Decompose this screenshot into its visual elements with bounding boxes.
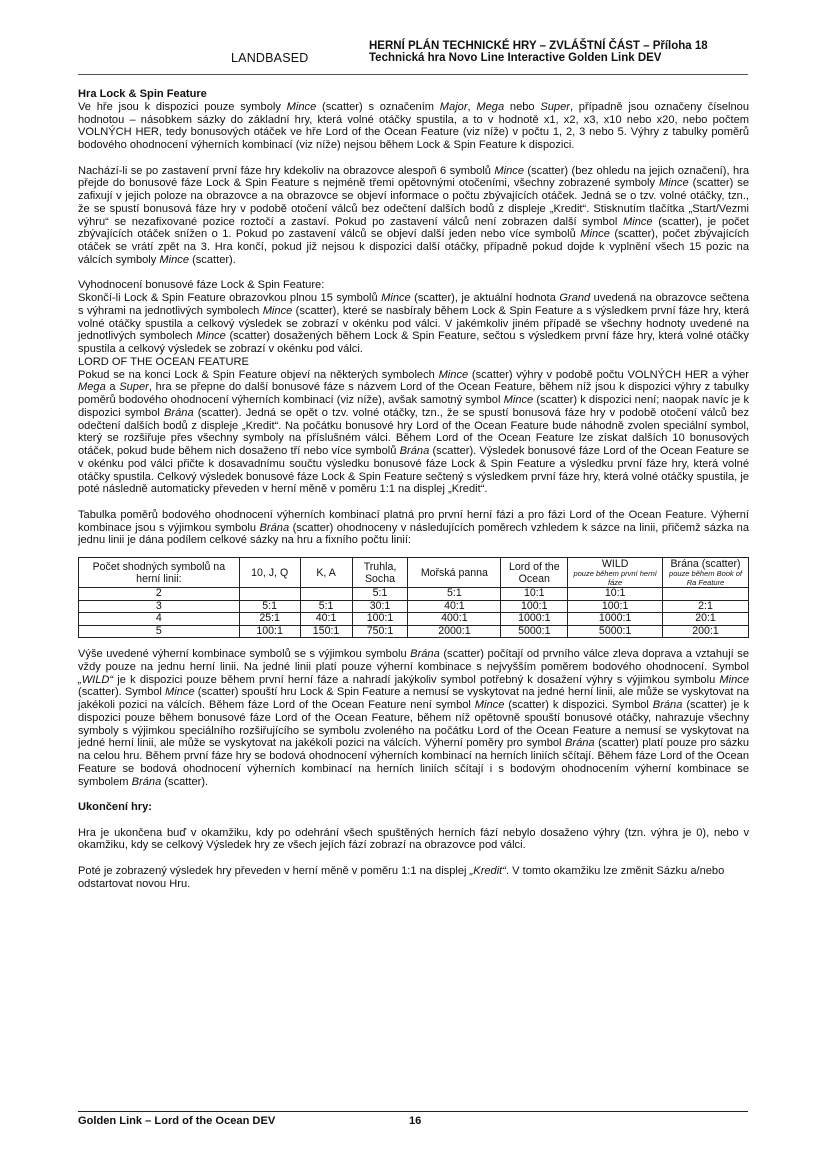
paytable-cell: 20:1 [663,613,749,626]
credit-transfer-paragraph: Poté je zobrazený výsledek hry převeden v herní měně v poměru 1:1 na displej „Kredit“. V tomto okamžiku lze změnit Sázku a/nebo odstartovat novou Hru. [78,864,725,890]
paytable-cell: 5 [79,625,240,638]
evaluation-paragraph: Skončí-li Lock & Spin Feature obrazovkou plnou 15 symbolů Mince (scatter), je aktuální hodnota Grand uvedená na obrazovce sečtena s výhrami na jednotlivých symbolech Mince (scatter), které se nasbíraly během Lock & Spin Feature a s výsledkem první fáze hry, která volné otáčky spustila a celkový výsledek se zobrazí v okénku pod válci. V jakémkoliv jiném případě se všechny hodnoty uvedené na jednotlivých symbolech Mince (scatter) dosažených během Lock & Spin Feature, sečtou s výsledkem první fáze hry, která volné otáčky spustila a celkový výsledek se zobrazí v okénku pod válci. [78,292,750,355]
paytable-column-header: Brána (scatter) pouze během Book of Ra Feature [663,558,749,588]
paytable-column-header: WILD pouze během první herní fáze [568,558,663,588]
paytable-cell: 5000:1 [568,625,663,638]
footer-divider [78,1111,748,1112]
symbols-rules-paragraph: Výše uvedené výherní kombinace symbolů se s výjimkou symbolu Brána (scatter) počítají od prvního válce zleva doprava a vztahují se vždy pouze na jednu herní linii. Na jedné linii platí pouze výherní kombinace s nejvyšším poměrem bodového ohodnocení. Symbol „WILD“ je k dispozici pouze během první herní fáze a nahradí jakýkoliv symbol potřebný k dosažení výhry s výjimkou symbolu Mince (scatter). Symbol Mince (scatter) spouští hru Lock & Spin Feature a nemusí se vyskytovat na jedné herní linii, ale může se vyskytovat na jakékoli pozici na válcích. Během fáze Lord of the Ocean Feature není symbol Mince (scatter) k dispozici. Symbol Brána (scatter) je k dispozici pouze během bonusové fáze Lord of the Ocean Feature, během níž opětovně spouští bonusové otáčky, nahrazuje všechny symboly s výjimkou speciálního rozšiřujícího se symbolu zvoleného na počátku Lord of the Ocean Feature a nemusí se vyskytovat na jedné herní linii, ale může se vyskytovat na jakékoli pozici na válcích. Výherní poměry pro symbol Brána (scatter) platí pouze pro sázku na celou hru. Během první fáze hry se bodová ohodnocení výherních kombinací na herních liniích sčítají. Během fáze Lord of the Ocean Feature se bodová ohodnocení výherních kombinací na herních liniích sčítají i s bodovým ohodnocením výherní kombinace se symbolem Brána (scatter). [78,648,749,788]
page-number: 16 [409,1115,422,1127]
paytable-row [79,588,749,601]
paytable-column-header: Truhla, Socha [352,558,408,588]
document-body [78,88,749,890]
paytable-cell [663,588,749,601]
paytable-cell: 750:1 [352,625,408,638]
paytable-header-row [79,558,749,588]
paytable-column-header: Lord of the Ocean [501,558,568,588]
game-end-paragraph: Hra je ukončena buď v okamžiku, kdy po odehrání všech spuštěných herních fází nebylo dosaženo výhry (tzn. výhra je 0), nebo v okamžiku, kdy se celkový Výsledek hry ze všech jejích fází zobrazí na obrazovce pod válci. [78,826,749,852]
header-title-line1: HERNÍ PLÁN TECHNICKÉ HRY – ZVLÁŠTNÍ ČÁST – Příloha 18 [369,40,708,52]
paytable-cell: 25:1 [239,613,300,626]
paytable-cell: 2 [79,588,240,601]
paytable-body [79,588,749,638]
paytable [78,557,749,638]
lord-of-ocean-heading: LORD OF THE OCEAN FEATURE [78,355,249,368]
paytable-cell: 1000:1 [501,613,568,626]
paytable-cell: 30:1 [352,600,408,613]
paytable-cell: 200:1 [663,625,749,638]
paytable-column-header: Počet shodných symbolů na herní linii: [79,558,240,588]
header-title [369,40,708,64]
paytable-cell: 4 [79,613,240,626]
paytable-cell: 2:1 [663,600,749,613]
header-landbased: LANDBASED [231,51,309,65]
header-title-line2: Technická hra Novo Line Interactive Golden Link DEV [369,52,662,64]
paytable-cell: 150:1 [300,625,352,638]
paytable-column-header: K, A [300,558,352,588]
paytable-column-header: Mořská panna [408,558,501,588]
paytable-row [79,625,749,638]
lord-of-ocean-paragraph: Pokud se na konci Lock & Spin Feature objeví na některých symbolech Mince (scatter) výhry v podobě počtu VOLNÝCH HER a výher Mega a Super, hra se přepne do další bonusové fáze s názvem Lord of the Ocean Feature, během níž jsou k dispozici výhry z tabulky poměrů bodového ohodnocení výherních kombinací (viz níže), avšak samotný symbol Mince (scatter) k dispozici není; naopak navíc je k dispozici symbol Brána (scatter). Jedná se opět o tzv. volné otáčky, tzn., že se spustí bonusová fáze hry v podobě otočení válců bez odečtení dalších bodů z displeje „Kredit“. Na počátku bonusové hry Lord of the Ocean Feature bude náhodně zvolen speciální symbol, který se rozšiřuje přes všechny symboly na příslušném válci. Během Lord of the Ocean Feature lze získat dalších 10 bonusových otáček, pokud bude během nich dosaženo tří nebo více symbolů Brána (scatter). Výsledek bonusové fáze Lord of the Ocean Feature se v okénku pod válci přičte k dosavadnímu součtu výsledku bonusové fáze Lock & Spin Feature a výsledku první fáze hry, která volné otáčky spustila. Celkový výsledek bonusové fáze Lock & Spin Feature sečtený s výsledkem první fáze hry, která volné otáčky spustila, je poté následně automaticky převeden v herní měně v poměru 1:1 na displej „Kredit“. [78,368,750,496]
paytable-cell: 3 [79,600,240,613]
paytable-cell [239,588,300,601]
paytable-cell: 5:1 [239,600,300,613]
paytable-cell: 5:1 [408,588,501,601]
paytable-cell: 10:1 [568,588,663,601]
paytable-cell: 100:1 [239,625,300,638]
paytable-cell: 10:1 [501,588,568,601]
paytable-cell: 1000:1 [568,613,663,626]
paytable-cell: 400:1 [408,613,501,626]
paytable-cell: 40:1 [408,600,501,613]
paytable-row [79,613,749,626]
page-footer [78,1115,422,1127]
paytable-cell: 5000:1 [501,625,568,638]
paytable-cell: 40:1 [300,613,352,626]
paytable-cell: 100:1 [501,600,568,613]
evaluation-heading: Vyhodnocení bonusové fáze Lock & Spin Feature: [78,279,325,292]
footer-title: Golden Link – Lord of the Ocean DEV [78,1115,276,1127]
lock-spin-trigger-paragraph: Nachází-li se po zastavení první fáze hry kdekoliv na obrazovce alespoň 6 symbolů Mince (scatter) (bez ohledu na jejich označení), hra přejde do bonusové fáze Lock & Spin Feature s nejméně třemi opětovnými otočeními, všechny zobrazené symboly Mince (scatter) se zafixují v jejich poloze na obrazovce a na obrazovce se objeví informace o počtu zbývajících otáček. Jedná se o tzv. volné otáčky, tzn., že se spustí bonusová fáze hry v podobě otočení válců bez odečtení dalších bodů z displeje „Kredit“. Stisknutím tlačítka „Start/Vezmi výhru“ se nezafixované pozice roztočí a zastaví. Pokud po zastavení válců není zobrazen další symbol Mince (scatter), je počet zbývajících otáček snížen o 1. Pokud po zastavení válců se objeví další jeden nebo více symbolů Mince (scatter), počet zbývajících otáček se vrátí zpět na 3. Hra končí, pokud již nejsou k dispozici další otáčky, případně pokud dojde k vyplnění všech 15 pozic na válcích symboly Mince (scatter). [78,164,749,266]
lock-spin-heading: Hra Lock & Spin Feature [78,88,207,100]
paytable-intro-paragraph: Tabulka poměrů bodového ohodnocení výherních kombinací platná pro první herní fázi a pro fázi Lord of the Ocean Feature. Výherní kombinace jsou s výjimkou symbolu Brána (scatter) ohodnoceny v následujících poměrech vzhledem k sázce na linii, přičemž sázka na jednu linii je dána podílem celkové sázky na hru a fixního počtu linií: [78,508,749,547]
paytable-cell: 5:1 [352,588,408,601]
paytable-cell: 2000:1 [408,625,501,638]
paytable-column-header: 10, J, Q [239,558,300,588]
paytable-cell: 100:1 [352,613,408,626]
header-divider [78,74,748,75]
paytable-cell [300,588,352,601]
paytable-cell: 5:1 [300,600,352,613]
paytable-cell: 100:1 [568,600,663,613]
lock-spin-paragraph: Ve hře jsou k dispozici pouze symboly Mince (scatter) s označením Major, Mega nebo Super, případně jsou označeny číselnou hodnotou – násobkem sázky do základní hry, která volné otáčky spustila, a to v hodnotě x1, x2, x3, x10 nebo x20, nebo počtem VOLNÝCH HER, tedy bonusových otáček ve hře Lord of the Ocean Feature (viz níže) v počtu 1, 2, 3 nebo 5. Výhry z tabulky poměrů bodového ohodnocení výherních kombinací (viz níže) nejsou během Lock & Spin Feature k dispozici. [78,100,750,151]
game-end-heading: Ukončení hry: [78,801,152,813]
paytable-row [79,600,749,613]
page-header [78,38,748,74]
